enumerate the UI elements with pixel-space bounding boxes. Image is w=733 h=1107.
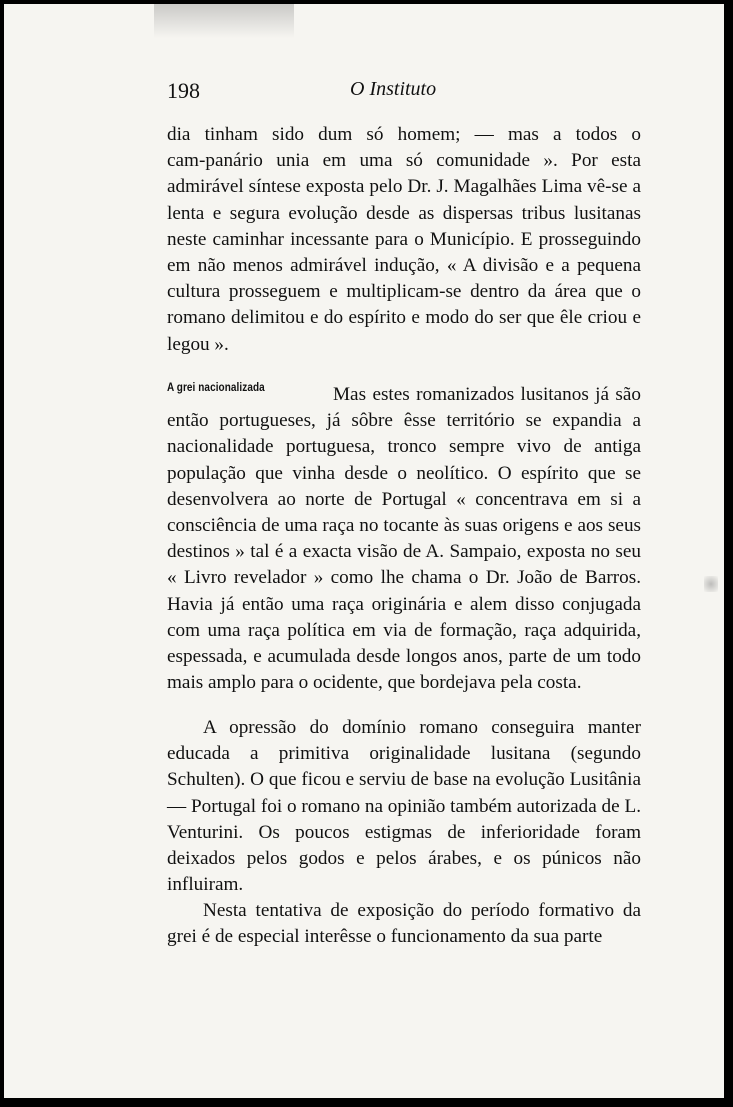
scan-smudge xyxy=(704,576,718,592)
page-header xyxy=(4,74,724,108)
running-title: O Instituto xyxy=(350,78,437,100)
paragraph-3: A opressão do domínio romano conseguira manter educada a primitiva originalidade lusitana (segundo Schulten). O que ficou e serviu de base na evolução Lusitânia — Portugal foi o romano na opinião também autorizada de L. Venturini. Os poucos estigmas de inferioridade foram deixados pelos godos e pelos árabes, e os púnicos não influiram. xyxy=(167,717,641,896)
paragraph-1: dia tinham sido dum só homem; — mas a todos o cam‑panário unia em uma só comunidade ». Por esta admirável síntese exposta pelo Dr. J. Magalhães Lima vê-se a lenta e segura evolução desde as dispersas tribus lusitanas neste caminhar incessante para o Município. E prosseguindo em não menos admirável indução, « A divisão e a pequena cultura prosseguem e multiplicam-se dentro da área que o romano delimitou e do espírito e modo do ser que êle criou e legou ». xyxy=(167,124,641,355)
page-number: 198 xyxy=(167,78,200,103)
paragraph-4: Nesta tentativa de exposição do período formativo da grei é de especial interêsse o funcionamento da sua parte xyxy=(167,900,641,948)
paragraph-2: Mas estes romanizados lusitanos já são então portugueses, já sôbre êsse território se expandia a nacionalidade portuguesa, tronco sempre vivo de antiga população que vinha desde o neolítico. O espírito que se desenvolvera ao norte de Portugal « concentrava em si a consciência de uma raça no tocante às suas origens e aos seus destinos » tal é a exacta visão de A. Sampaio, exposta no seu « Livro revelador » como lhe chama o Dr. João de Barros. Havia já então uma raça originária e alem disso conjugada com uma raça política em via de formação, raça adquirida, espessada, e acumulada desde longos anos, parte de um todo mais amplo para o ocidente, que bordejava pela costa. xyxy=(167,384,641,694)
book-page xyxy=(4,4,724,1098)
margin-note: A grei nacionalizada xyxy=(167,381,265,394)
scan-shadow xyxy=(154,4,294,38)
